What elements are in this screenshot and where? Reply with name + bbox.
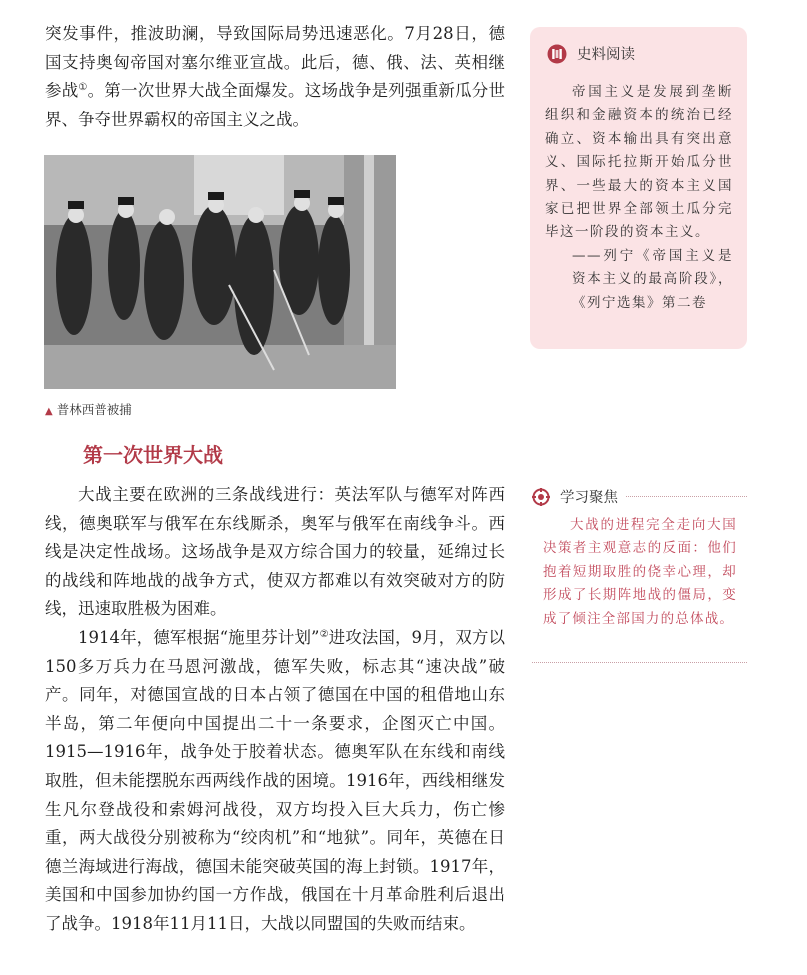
- learning-focus-header: [532, 486, 747, 507]
- dotted-divider: [626, 496, 747, 497]
- dotted-divider-bottom: [532, 662, 747, 663]
- photo-illustration: [44, 155, 396, 389]
- source-reading-title: 史料阅读: [577, 47, 635, 63]
- triangle-icon: ▲: [45, 406, 53, 417]
- intro-text: [45, 20, 505, 134]
- source-reading-header: [547, 43, 635, 64]
- source-reading-content: [545, 81, 733, 315]
- historical-photo: [44, 155, 396, 389]
- body-paragraph-2: 1914年，德军根据“施里芬计划”②进攻法国，9月，双方以150多万兵力在马恩河激战，德军失败，标志其“速决战”破产。同年，对德国宣战的日本占领了德国在中国的租借地山东半岛，第二年便向中国提出二十一条要求，企图灭亡中国。1915—1916年，战争处于胶着状态。德奥军队在东线和南线取胜，但未能摆脱东西两线作战的困境。1916年，西线相继发生凡尔登战役和索姆河战役，双方均投入巨大兵力，伤亡惨重，两大战役分别被称为“绞肉机”和“地狱”。同年，英德在日德兰海域进行海战，德国未能突破英国的海上封锁。1917年，美国和中国参加协约国一方作战，俄国在十月革命胜利后退出了战争。1918年11月11日，大战以同盟国的失败而结束。: [45, 627, 505, 933]
- section-title: 第一次世界大战: [83, 443, 223, 467]
- source-citation: ——列宁《帝国主义是资本主义的最高阶段》，《列宁选集》第二卷: [572, 247, 733, 311]
- source-quote: 帝国主义是发展到垄断组织和金融资本的统治已经确立、资本输出具有突出意义、国际托拉斯开始瓜分世界、一些最大的资本主义国家已把世界全部领土瓜分完毕这一阶段的资本主义。: [545, 84, 733, 241]
- intro-paragraph: 突发事件，推波助澜，导致国际局势迅速恶化。7月28日，德国支持奥匈帝国对塞尔维亚宣战。此后，德、俄、法、英相继参战①。第一次世界大战全面爆发。这场战争是列强重新瓜分世界、争夺世界霸权的帝国主义之战。: [45, 24, 506, 129]
- footnote-marker[interactable]: ②: [319, 628, 329, 640]
- learning-focus-title: 学习聚焦: [560, 490, 618, 506]
- footnote-marker[interactable]: ①: [78, 82, 88, 94]
- target-icon: [532, 488, 550, 506]
- source-reading-box: [530, 27, 747, 349]
- learning-focus-content: 大战的进程完全走向大国决策者主观意志的反面：他们抱着短期取胜的侥幸心理，却形成了长期阵地战的僵局，变成了倾注全部国力的总体战。: [543, 517, 737, 627]
- book-icon: [547, 44, 567, 64]
- photo-caption: ▲ 普林西普被捕: [45, 402, 132, 417]
- body-paragraph-1: 大战主要在欧洲的三条战线进行：英法军队与德军对阵西线，德奥联军与俄军在东线厮杀，奥军与俄军在南线争斗。西线是决定性战场。这场战争是双方综合国力的较量，延绵过长的战线和阵地战的战争方式，使双方都难以有效突破对方的防线，迅速取胜极为困难。: [45, 485, 505, 619]
- body-text: [45, 481, 505, 939]
